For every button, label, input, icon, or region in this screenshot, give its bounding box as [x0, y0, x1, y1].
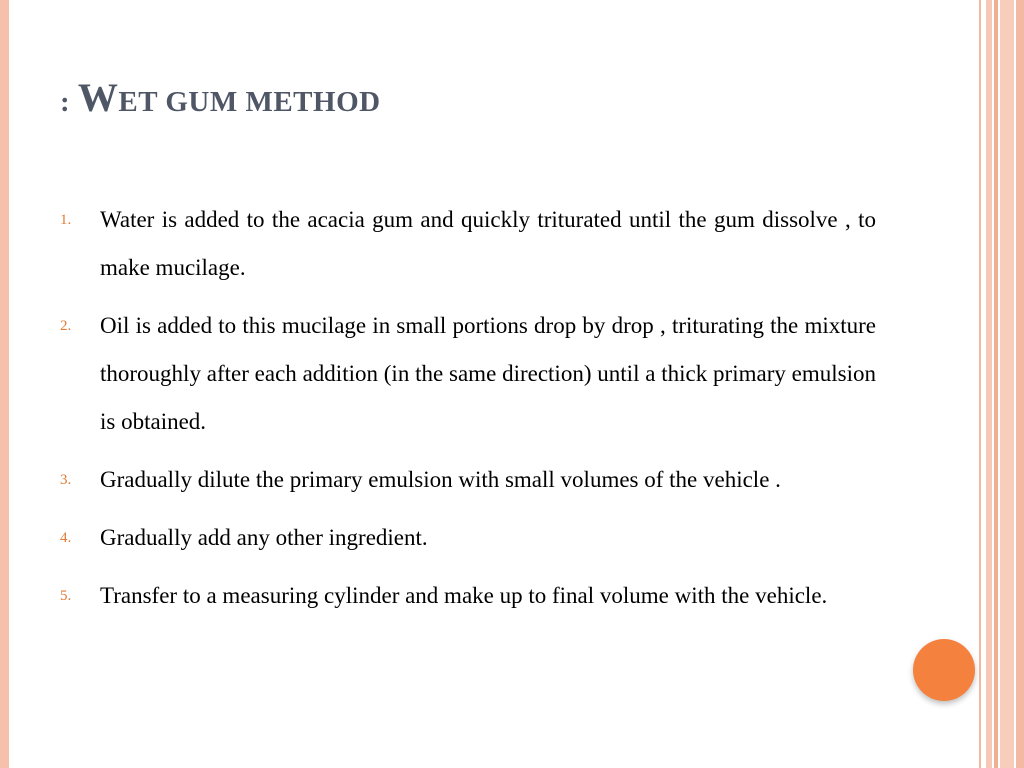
step-number: 4.: [60, 530, 72, 546]
list-item: [60, 572, 876, 620]
step-text: Transfer to a measuring cylinder and make up to final volume with the vehicle.: [100, 583, 828, 608]
right-border-stripe: [994, 0, 998, 768]
list-item: [60, 196, 876, 292]
list-item: [60, 302, 876, 446]
step-number: 2.: [60, 318, 72, 334]
step-number: 5.: [60, 588, 72, 604]
right-border-stripe: [986, 0, 992, 768]
slide-title: [60, 74, 381, 121]
right-border-stripe: [1000, 0, 1014, 768]
title-initial: W: [77, 75, 119, 120]
title-prefix: :: [60, 86, 78, 118]
steps-list: [60, 196, 876, 630]
list-item: [60, 456, 876, 504]
list-item: [60, 514, 876, 562]
step-text: Gradually dilute the primary emulsion with small volumes of the vehicle .: [100, 467, 781, 492]
right-border-stripe: [1016, 0, 1024, 768]
step-text: Water is added to the acacia gum and quickly triturated until the gum dissolve , to make mucilage.: [100, 207, 876, 280]
title-rest: ET GUM METHOD: [118, 86, 381, 118]
step-number: 1.: [60, 212, 72, 228]
step-number: 3.: [60, 472, 72, 488]
orange-circle-accent: [913, 639, 975, 701]
right-border-stripe: [979, 0, 981, 768]
step-text: Oil is added to this mucilage in small portions drop by drop , triturating the mixture thoroughly after each addition (in the same direction) until a thick primary emulsion is obtained.: [100, 313, 876, 434]
left-border-bar: [0, 0, 9, 768]
step-text: Gradually add any other ingredient.: [100, 525, 428, 550]
